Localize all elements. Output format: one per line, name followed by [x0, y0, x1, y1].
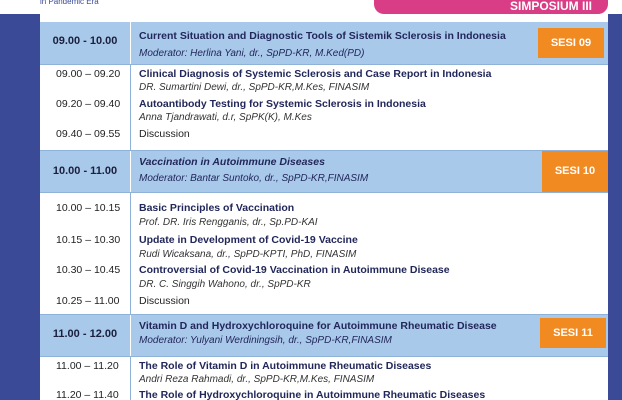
item-time: 11.20 – 11.40 — [56, 389, 119, 400]
session-moderator: Moderator: Yulyani Werdiningsih, dr., SpPD-KR,FINASIM — [139, 335, 392, 346]
item-time: 11.00 – 11.20 — [56, 360, 119, 372]
item-title: Clinical Diagnosis of Systemic Sclerosis and Case Report in Indonesia — [139, 68, 492, 80]
session-time: 11.00 - 12.00 — [52, 328, 118, 340]
item-time: 10.30 – 10.45 — [56, 264, 121, 276]
session-time: 09.00 - 10.00 — [52, 35, 118, 47]
item-time: 10.25 – 11.00 — [56, 295, 120, 307]
session-header-row — [40, 150, 608, 192]
item-time: 09.20 – 09.40 — [56, 98, 121, 110]
item-title: Controversial of Covid-19 Vaccination in Autoimmune Disease — [139, 264, 450, 276]
session-title: Current Situation and Diagnostic Tools of Sistemik Sclerosis in Indonesia — [139, 30, 506, 42]
session-items — [40, 192, 608, 314]
session-title: Vitamin D and Hydroxychloroquine for Autoimmune Rheumatic Disease — [139, 320, 497, 332]
session-moderator: Moderator: Herlina Yani, dr., SpPD-KR, M.Ked(PD) — [139, 48, 365, 59]
item-title: Update in Development of Covid-19 Vaccine — [139, 234, 358, 246]
sesi-badge: SESI 09 — [538, 28, 604, 58]
schedule-sheet — [40, 14, 608, 400]
item-title: The Role of Hydroxychloroquine in Autoimmune Rheumatic Diseases — [139, 389, 486, 400]
sesi-badge: SESI 10 — [542, 150, 608, 192]
item-speaker: Anna Tjandrawati, d.r, SpPK(K), M.Kes — [139, 112, 312, 123]
item-speaker: DR. Sumartini Dewi, dr., SpPD-KR,M.Kes, FINASIM — [139, 82, 370, 93]
item-discussion: Discussion — [139, 295, 190, 307]
session-time: 10.00 - 11.00 — [52, 165, 118, 177]
session-header-row — [40, 22, 608, 64]
item-speaker: Rudi Wicaksana, dr., SpPD-KPTI, PhD, FINASIM — [139, 249, 357, 260]
item-time: 09.00 – 09.20 — [56, 68, 121, 80]
sesi-badge: SESI 11 — [540, 318, 606, 348]
item-speaker: DR. C. Singgih Wahono, dr., SpPD-KR — [139, 279, 311, 290]
session-header-row — [40, 314, 608, 356]
session-items — [40, 356, 608, 400]
item-title: The Role of Vitamin D in Autoimmune Rheumatic Diseases — [139, 360, 432, 372]
item-time: 09.40 – 09.55 — [56, 128, 121, 140]
item-time: 10.00 – 10.15 — [56, 202, 121, 214]
header-cut-text: in Pandemic Era — [40, 0, 99, 6]
item-title: Autoantibody Testing for Systemic Sclerosis in Indonesia — [139, 98, 426, 110]
session-moderator: Moderator: Bantar Suntoko, dr., SpPD-KR,FINASIM — [139, 173, 369, 184]
item-discussion: Discussion — [139, 128, 190, 140]
session-title: Vaccination in Autoimmune Diseases — [139, 156, 325, 168]
session-items — [40, 64, 608, 150]
item-speaker: Prof. DR. Iris Rengganis, dr., Sp.PD-KAI — [139, 217, 318, 228]
item-time: 10.15 – 10.30 — [56, 234, 121, 246]
symposium-tab: SIMPOSIUM III — [374, 0, 608, 14]
item-speaker: Andri Reza Rahmadi, dr., SpPD-KR,M.Kes, FINASIM — [139, 374, 375, 385]
item-title: Basic Principles of Vaccination — [139, 202, 295, 214]
